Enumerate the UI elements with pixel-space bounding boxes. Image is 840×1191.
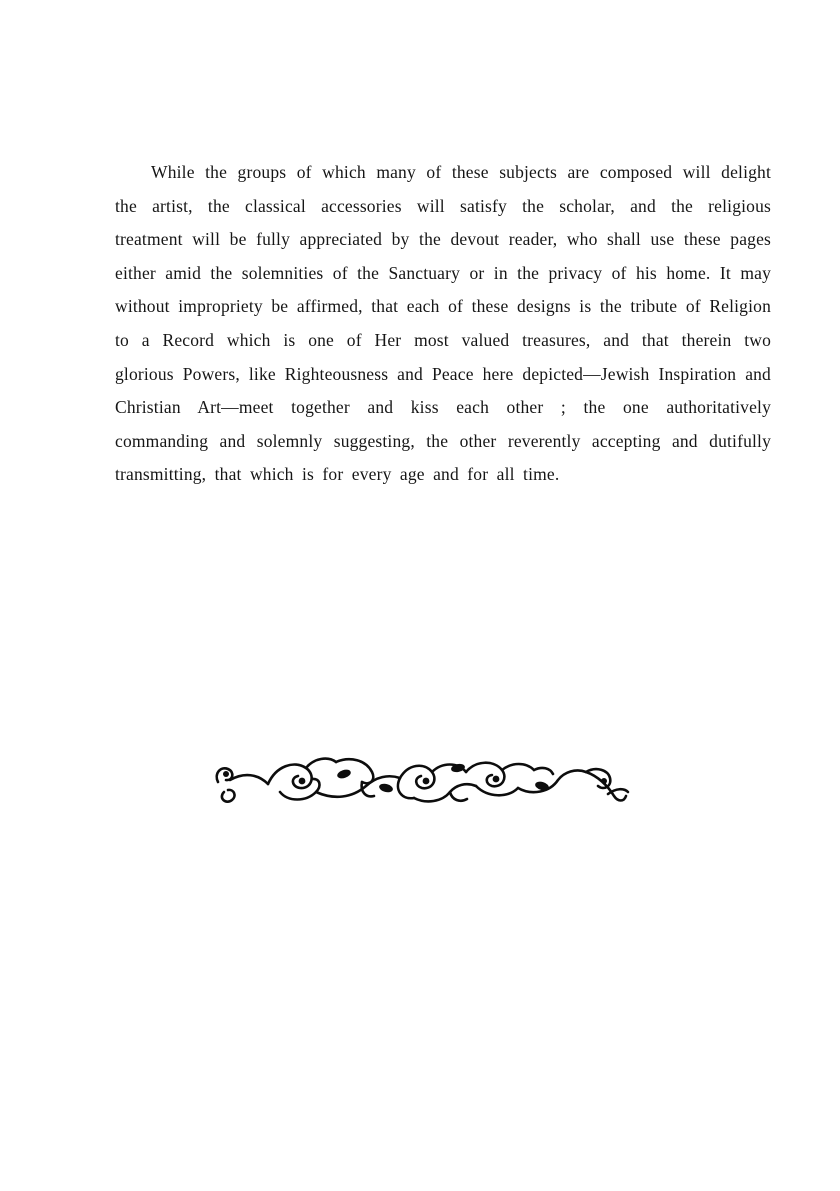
floral-flourish-icon [0, 748, 840, 810]
paragraph: While the groups of which many of these subjects are composed will delight the artist, the classical accessories will satisfy the scholar, and the religious treatment will be fully appreciated by the devout reader, who shall use these pages either amid the solemnities of the Sanctuary or in the privacy of his home. It may without impropriety be affirmed, that each of these designs is the tribute of Religion to a Record which is one of Her most valued treasures, and that therein two glorious Powers, like Righteousness and Peace here depicted—Jewish Inspiration and Christian Art—meet together and kiss each other ; the one authoritatively commanding and solemnly suggesting, the other reverently accepting and dutifully transmitting, that which is for every age and for all time. [115, 162, 771, 485]
